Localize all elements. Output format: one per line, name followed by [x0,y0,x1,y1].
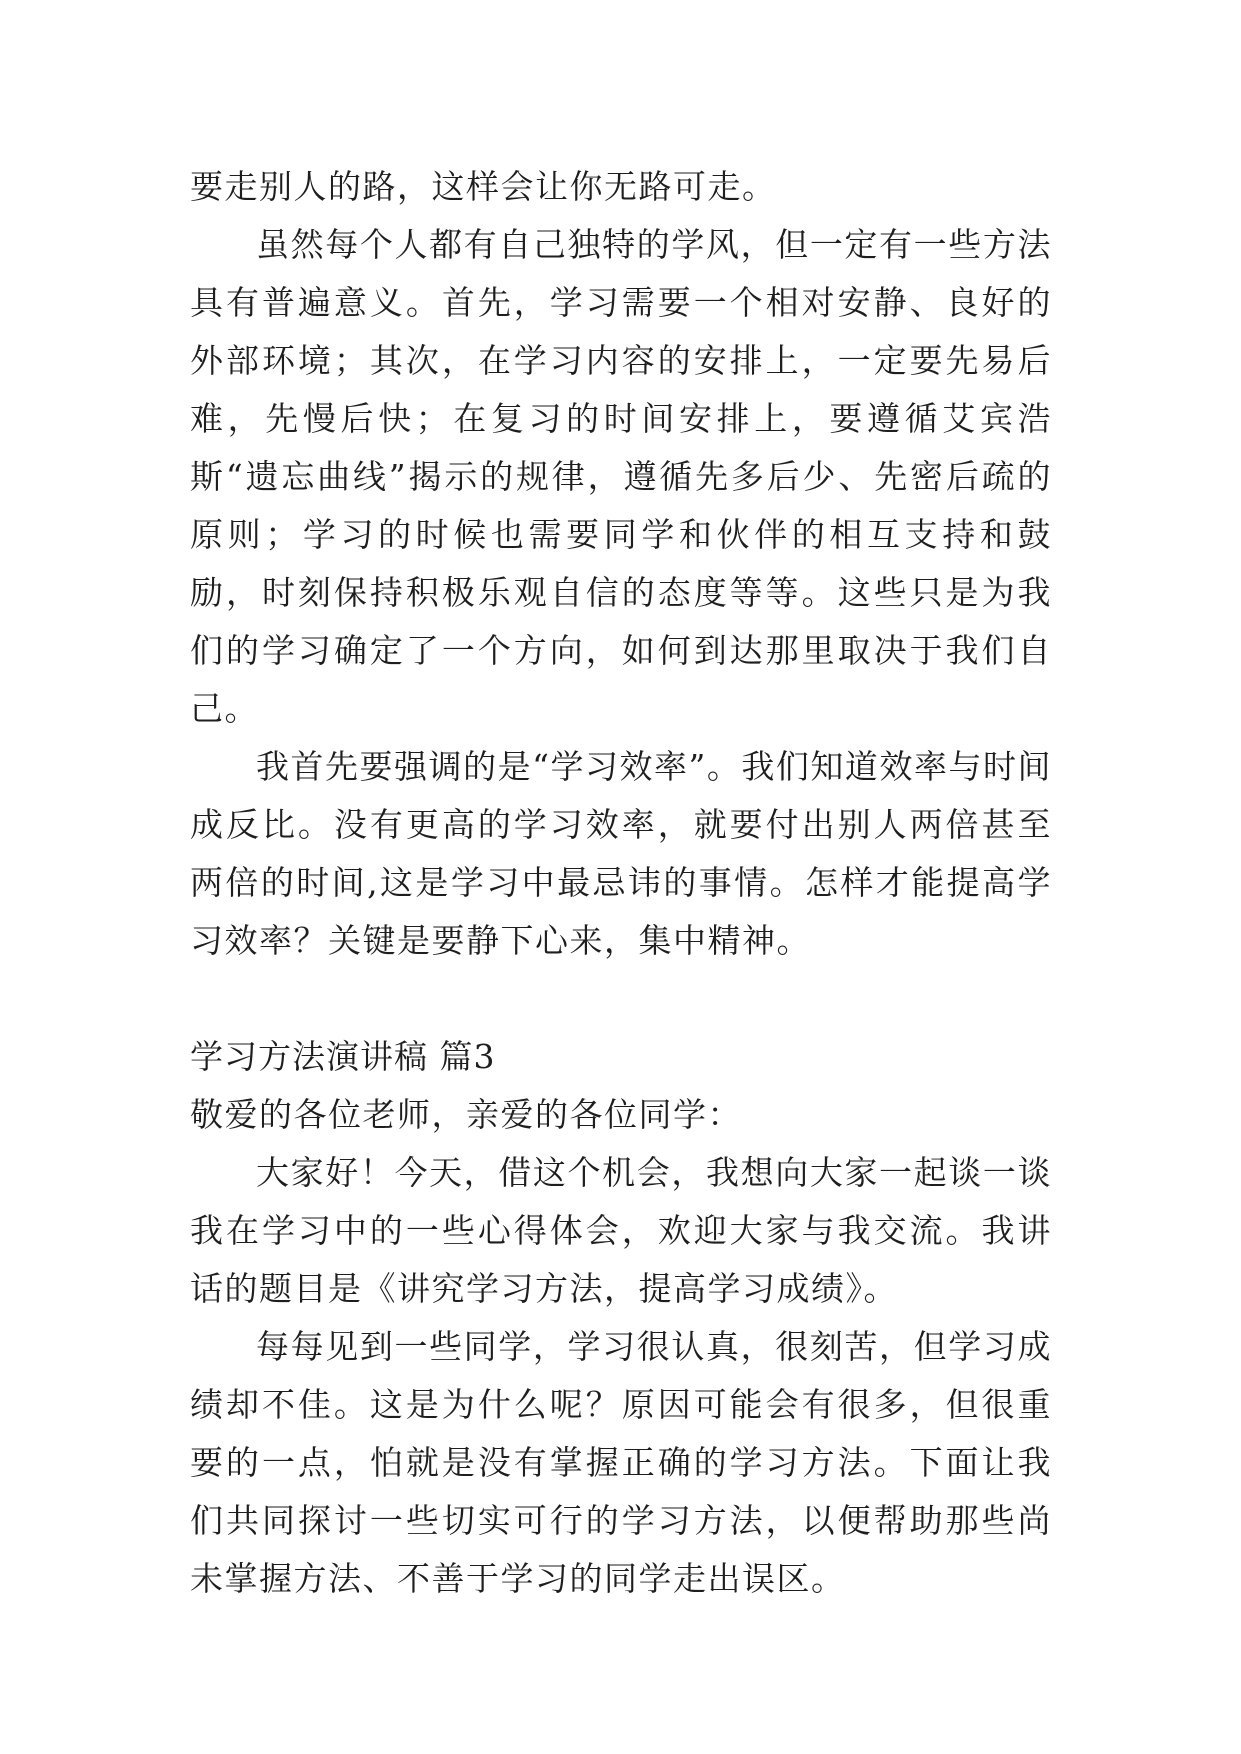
section-heading: 学习方法演讲稿 篇3 [190,1037,496,1076]
paragraph-learning-style: 虽然每个人都有自己独特的学风，但一定有一些方法具有普遍意义。首先，学习需要一个相对安静、良好的外部环境；其次，在学习内容的安排上，一定要先易后难，先慢后快；在复习的时间安排上，要遵循艾宾浩斯“遗忘曲线”揭示的规律，遵循先多后少、先密后疏的原则；学习的时候也需要同学和伙伴的相互支持和鼓励，时刻保持积极乐观自信的态度等等。这些只是为我们的学习确定了一个方向，如何到达那里取决于我们自己。 [190,225,1052,728]
section-gap [190,970,1052,1028]
salutation: 敬爱的各位老师，亲爱的各位同学： [190,1095,742,1134]
document-body [190,158,1052,1608]
paragraph-learning-methods: 每每见到一些同学，学习很认真，很刻苦，但学习成绩却不佳。这是为什么呢？原因可能会有很多，但很重要的一点，怕就是没有掌握正确的学习方法。下面让我们共同探讨一些切实可行的学习方法，以便帮助那些尚未掌握方法、不善于学习的同学走出误区。 [190,1327,1052,1598]
paragraph-continuation: 要走别人的路，这样会让你无路可走。 [190,167,777,206]
paragraph-greeting: 大家好！今天，借这个机会，我想向大家一起谈一谈我在学习中的一些心得体会，欢迎大家与我交流。我讲话的题目是《讲究学习方法，提高学习成绩》。 [190,1153,1052,1308]
paragraph-learning-efficiency: 我首先要强调的是“学习效率”。我们知道效率与时间成反比。没有更高的学习效率，就要付出别人两倍甚至两倍的时间,这是学习中最忌讳的事情。怎样才能提高学习效率？关键是要静下心来，集中精神。 [190,747,1052,960]
